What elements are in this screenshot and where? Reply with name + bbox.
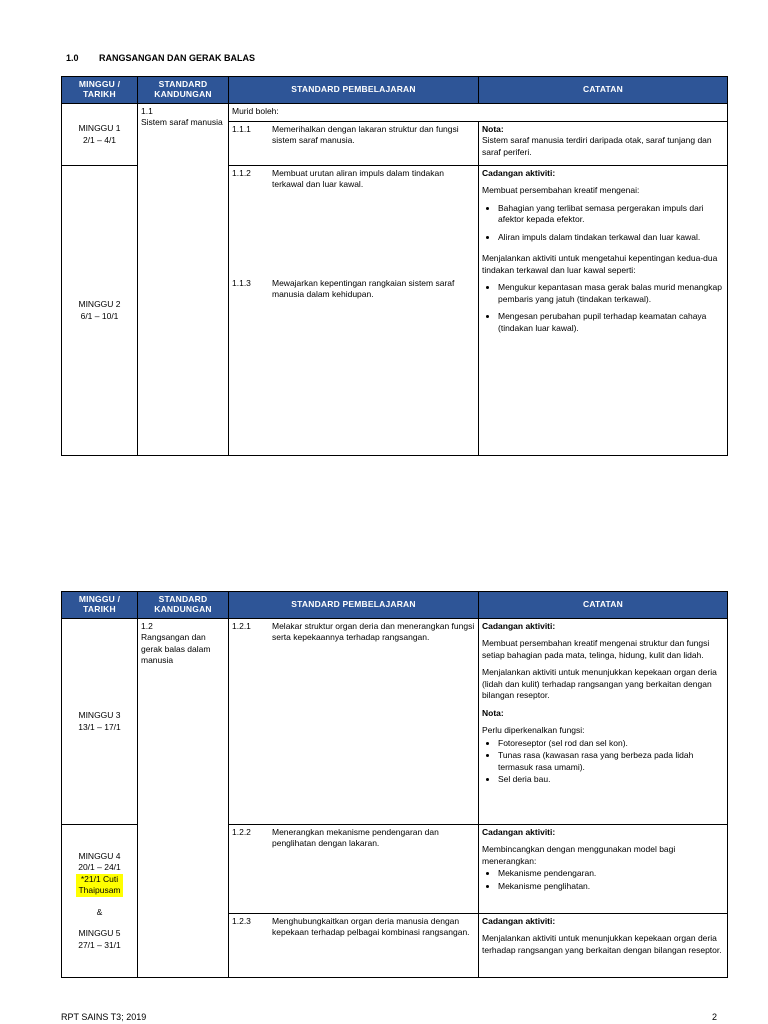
cadangan-heading: Cadangan aktiviti: — [482, 827, 556, 837]
header-standard-pembelajaran: STANDARD PEMBELAJARAN — [229, 592, 479, 619]
nota-text: Sistem saraf manusia terdiri daripada otak, saraf tunjang dan saraf periferi. — [482, 135, 712, 157]
section-heading: RANGSANGAN DAN GERAK BALAS — [99, 53, 256, 63]
cadangan-heading: Cadangan aktiviti: — [482, 168, 556, 178]
header-catatan: CATATAN — [479, 77, 728, 104]
sp-1-1-1 — [229, 122, 479, 166]
sk-code: 1.1 — [141, 106, 153, 116]
sp-1-2-2 — [229, 825, 479, 914]
nota-heading: Nota: — [482, 124, 504, 134]
catatan-cadangan-4 — [479, 914, 728, 978]
list-item: • Mekanisme pendengaran. — [498, 868, 724, 879]
standard-kandungan-1-2 — [138, 619, 229, 978]
catatan-cadangan-3 — [479, 825, 728, 914]
header-catatan: CATATAN — [479, 592, 728, 619]
catatan-cadangan-2 — [479, 619, 728, 825]
week-5-date: 27/1 – 31/1 — [78, 939, 121, 950]
header-standard-kandungan: STANDARD KANDUNGAN — [138, 592, 229, 619]
list-item: • Bahagian yang terlibat semasa pergerakan impuls dari afektor kepada efektor. — [498, 203, 724, 226]
standard-kandungan-1-1 — [138, 104, 229, 456]
catatan-p1: Membuat persembahan kreatif mengenai struktur dan fungsi setiap bahagian pada mata, telinga, hidung, kulit dan lidah. — [482, 638, 710, 660]
list-item: • Fotoreseptor (sel rod dan sel kon). — [498, 738, 724, 749]
ampersand: & — [96, 906, 103, 917]
sp-text: Memerihalkan dengan lakaran struktur dan fungsi sistem saraf manusia. — [272, 124, 459, 146]
catatan-bullet-list — [482, 203, 724, 243]
sp-text: Menerangkan mekanisme pendengaran dan penglihatan dengan lakaran. — [272, 827, 439, 849]
catatan-p1: Menjalankan aktiviti untuk menunjukkan kepekaan organ deria terhadap rangsangan yang berkaitan dengan bilangan reseptor. — [482, 933, 722, 955]
section-number: 1.0 — [66, 53, 79, 63]
rpt-table-1 — [61, 76, 728, 456]
holiday-badge — [76, 874, 122, 897]
week-4-5-cell — [62, 825, 138, 978]
list-item: • Mekanisme penglihatan. — [498, 881, 724, 892]
week-3-label: MINGGU 3 — [78, 710, 121, 721]
catatan-bullet-list-2 — [482, 282, 724, 334]
week-5-label: MINGGU 5 — [78, 928, 121, 939]
footer-document-title: RPT SAINS T3; 2019 — [61, 1012, 147, 1022]
week-3-cell — [62, 619, 138, 825]
footer-page-number: 2 — [712, 1012, 718, 1022]
list-item: • Tunas rasa (kawasan rasa yang berbeza pada lidah termasuk rasa umami). — [498, 750, 724, 773]
holiday-line-2: Thaipusam — [78, 885, 121, 896]
sp-text: Mewajarkan kepentingan rangkaian sistem saraf manusia dalam kehidupan. — [272, 278, 455, 300]
sp-1-2-1 — [229, 619, 479, 825]
cadangan-heading: Cadangan aktiviti: — [482, 621, 556, 631]
murid-boleh: Murid boleh: — [229, 104, 728, 122]
header-standard-pembelajaran: STANDARD PEMBELAJARAN — [229, 77, 479, 104]
sp-1-1-2-and-1-1-3 — [229, 166, 479, 456]
list-item: • Aliran impuls dalam tindakan terkawal dan luar kawal. — [498, 232, 724, 243]
sp-code: 1.1.1 — [232, 124, 251, 134]
rpt-table-2 — [61, 591, 728, 978]
nota-heading: Nota: — [482, 707, 504, 718]
catatan-p3: Perlu diperkenalkan fungsi: — [482, 725, 585, 736]
header-standard-kandungan: STANDARD KANDUNGAN — [138, 77, 229, 104]
sp-text: Membuat urutan aliran impuls dalam tindakan terkawal dan luar kawal. — [272, 168, 444, 190]
sk-title: Rangsangan dan gerak balas dalam manusia — [141, 632, 211, 666]
list-item: • Mengukur kepantasan masa gerak balas murid menangkap pembaris yang jatuh (tindakan terkawal). — [498, 282, 724, 305]
catatan-p1: Membincangkan dengan menggunakan model bagi menerangkan: — [482, 844, 676, 866]
header-minggu: MINGGU / TARIKH — [62, 77, 138, 104]
week-1-label: MINGGU 1 — [78, 123, 121, 134]
list-item: • Mengesan perubahan pupil terhadap keamatan cahaya (tindakan luar kawal). — [498, 311, 724, 334]
sk-code: 1.2 — [141, 621, 153, 631]
catatan-p2: Menjalankan aktiviti untuk menunjukkan kepekaan organ deria (lidah dan kulit) terhadap rangsangan yang berkaitan dengan bilangan reseptor. — [482, 667, 717, 701]
week-2-date: 6/1 – 10/1 — [80, 310, 119, 321]
week-3-date: 13/1 – 17/1 — [78, 721, 121, 732]
sp-code: 1.2.1 — [232, 621, 251, 631]
section-title — [66, 52, 255, 64]
week-1-date: 2/1 – 4/1 — [82, 134, 117, 145]
catatan-intro-2: Menjalankan aktiviti untuk mengetahui kepentingan kedua-dua tindakan terkawal dan luar kawal seperti: — [482, 253, 718, 275]
week-2-cell — [62, 166, 138, 456]
catatan-intro: Membuat persembahan kreatif mengenai: — [482, 185, 640, 196]
catatan-bullet-list — [482, 738, 724, 786]
list-item: • Sel deria bau. — [498, 774, 724, 785]
sp-text: Melakar struktur organ deria dan menerangkan fungsi serta kepekaannya terhadap rangsangan. — [272, 621, 475, 643]
sk-title: Sistem saraf manusia — [141, 117, 223, 128]
sp-code: 1.2.3 — [232, 916, 251, 926]
week-4-label: MINGGU 4 — [78, 850, 121, 861]
holiday-line-1: *21/1 Cuti — [80, 873, 119, 884]
week-4-date: 20/1 – 24/1 — [78, 862, 121, 873]
sp-code: 1.1.2 — [232, 168, 251, 178]
catatan-nota-1 — [479, 122, 728, 166]
sp-code: 1.1.3 — [232, 278, 251, 288]
sp-1-2-3 — [229, 914, 479, 978]
sp-text: Menghubungkaitkan organ deria manusia dengan kepekaan terhadap pelbagai kombinasi rangsangan. — [272, 916, 470, 938]
week-1-cell — [62, 104, 138, 166]
header-minggu: MINGGU / TARIKH — [62, 592, 138, 619]
cadangan-heading: Cadangan aktiviti: — [482, 916, 556, 926]
week-2-label: MINGGU 2 — [78, 299, 121, 310]
catatan-cadangan-1 — [479, 166, 728, 456]
catatan-bullet-list — [482, 868, 724, 892]
sp-code: 1.2.2 — [232, 827, 251, 837]
